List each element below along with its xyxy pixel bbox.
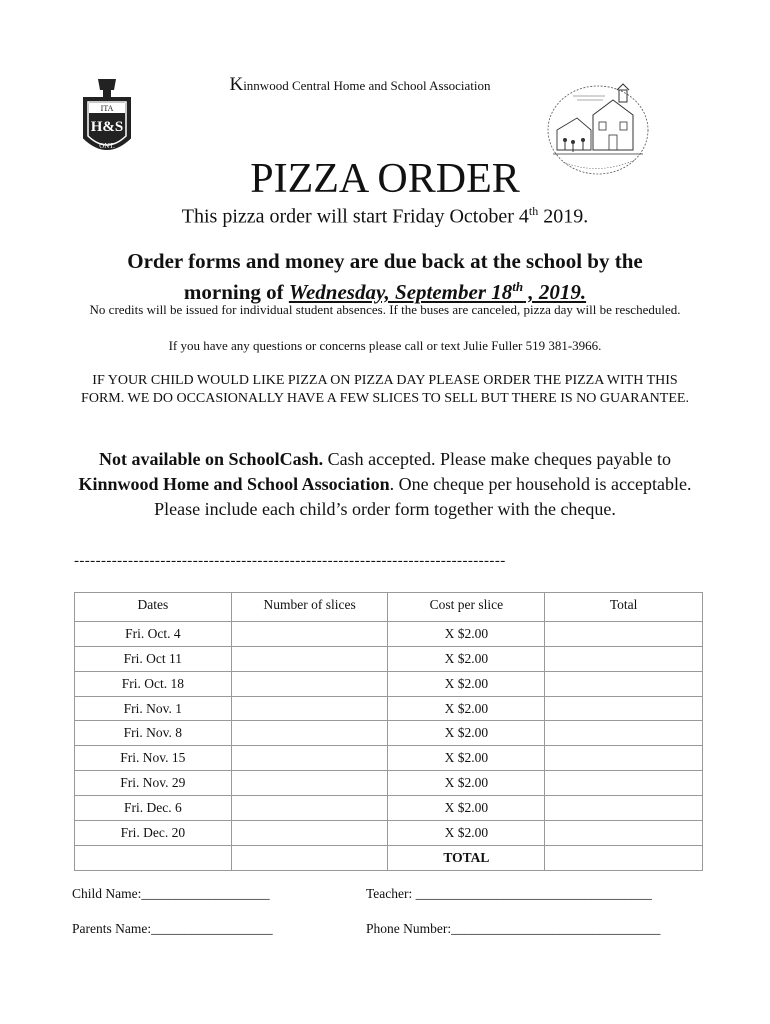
cost-cell: X $2.00 xyxy=(388,671,545,696)
table-row xyxy=(75,621,703,646)
slices-cell[interactable] xyxy=(231,646,388,671)
cost-cell: X $2.00 xyxy=(388,796,545,821)
cost-cell: X $2.00 xyxy=(388,746,545,771)
date-cell: Fri. Dec. 20 xyxy=(75,821,232,846)
cost-cell: X $2.00 xyxy=(388,721,545,746)
date-cell: Fri. Nov. 1 xyxy=(75,696,232,721)
order-table xyxy=(74,592,703,871)
cost-cell: X $2.00 xyxy=(388,821,545,846)
table-row xyxy=(75,821,703,846)
total-cell[interactable] xyxy=(545,621,703,646)
table-row xyxy=(75,671,703,696)
total-cell[interactable] xyxy=(545,771,703,796)
column-header: Total xyxy=(545,593,703,622)
slices-cell[interactable] xyxy=(231,696,388,721)
slices-cell[interactable] xyxy=(231,746,388,771)
cost-cell: X $2.00 xyxy=(388,621,545,646)
date-cell: Fri. Oct. 18 xyxy=(75,671,232,696)
contact-notice: If you have any questions or concerns please call or text Julie Fuller 519 381-3966. xyxy=(168,338,602,353)
total-label: TOTAL xyxy=(388,845,545,870)
svg-text:H&S: H&S xyxy=(90,119,124,135)
column-header: Dates xyxy=(75,593,232,622)
total-cell[interactable] xyxy=(545,646,703,671)
teacher-field[interactable]: Teacher: ___________________________________ xyxy=(366,886,652,901)
slices-cell[interactable] xyxy=(231,821,388,846)
order-form-notice: IF YOUR CHILD WOULD LIKE PIZZA ON PIZZA DAY PLEASE ORDER THE PIZZA WITH THIS FORM. WE DO OCCASIONALLY HAVE A FEW SLICES TO SELL BUT THERE IS NO GUARANTEE. xyxy=(81,373,689,406)
table-header-row xyxy=(75,593,703,622)
cut-line-separator: -------------------------------------------------------------------------------- xyxy=(74,553,506,569)
table-row xyxy=(75,696,703,721)
child-name-field[interactable]: Child Name:___________________ xyxy=(72,886,270,901)
total-cell[interactable] xyxy=(545,696,703,721)
home-and-school-logo xyxy=(78,76,136,162)
due-date-notice: Order forms and money are due back at the school by the morning of Wednesday, September 18th , 2019. xyxy=(127,249,643,304)
total-cell[interactable] xyxy=(545,671,703,696)
empty-cell xyxy=(231,845,388,870)
svg-text:ONT.: ONT. xyxy=(99,142,115,150)
total-cell[interactable] xyxy=(545,721,703,746)
table-total-row xyxy=(75,845,703,870)
column-header: Cost per slice xyxy=(388,593,545,622)
payment-notice: Not available on SchoolCash. Cash accepted. Please make cheques payable to Kinnwood Home and School Association. One cheque per household is acceptable. Please include each child’s order form together with the cheque. xyxy=(78,449,692,519)
svg-text:ITA: ITA xyxy=(100,104,114,113)
total-cell[interactable] xyxy=(545,821,703,846)
date-cell: Fri. Nov. 15 xyxy=(75,746,232,771)
table-row xyxy=(75,646,703,671)
empty-cell xyxy=(75,845,232,870)
cost-cell: X $2.00 xyxy=(388,696,545,721)
page-title: PIZZA ORDER xyxy=(250,156,520,202)
parents-name-field[interactable]: Parents Name:__________________ xyxy=(72,921,273,936)
total-cell[interactable] xyxy=(545,796,703,821)
cost-cell: X $2.00 xyxy=(388,646,545,671)
date-cell: Fri. Oct 11 xyxy=(75,646,232,671)
table-row xyxy=(75,721,703,746)
association-name: Kinnwood Central Home and School Association xyxy=(229,74,491,95)
start-date-line: This pizza order will start Friday October 4th 2019. xyxy=(181,204,589,228)
slices-cell[interactable] xyxy=(231,796,388,821)
phone-number-field[interactable]: Phone Number:_______________________________ xyxy=(366,921,661,936)
slices-cell[interactable] xyxy=(231,621,388,646)
table-row xyxy=(75,771,703,796)
slices-cell[interactable] xyxy=(231,671,388,696)
date-cell: Fri. Nov. 29 xyxy=(75,771,232,796)
table-row xyxy=(75,746,703,771)
credits-notice: No credits will be issued for individual student absences. If the buses are canceled, pizza day will be rescheduled. xyxy=(89,302,681,317)
date-cell: Fri. Dec. 6 xyxy=(75,796,232,821)
table-row xyxy=(75,796,703,821)
slices-cell[interactable] xyxy=(231,721,388,746)
cost-cell: X $2.00 xyxy=(388,771,545,796)
grand-total-cell[interactable] xyxy=(545,845,703,870)
date-cell: Fri. Nov. 8 xyxy=(75,721,232,746)
date-cell: Fri. Oct. 4 xyxy=(75,621,232,646)
column-header: Number of slices xyxy=(231,593,388,622)
total-cell[interactable] xyxy=(545,746,703,771)
slices-cell[interactable] xyxy=(231,771,388,796)
